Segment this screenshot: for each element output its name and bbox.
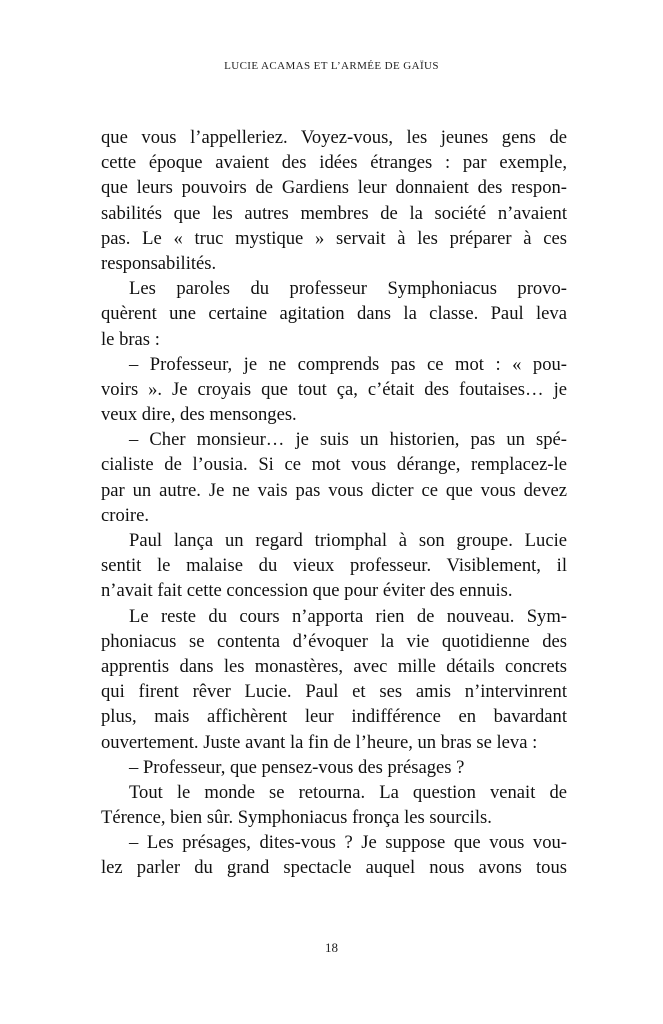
page-number: 18 (325, 940, 338, 955)
text-line: n’avait fait cette concession que pour éviter des ennuis. (101, 580, 513, 602)
text-line: le bras : (101, 328, 160, 350)
text-line: responsabilités. (101, 252, 217, 274)
text-line: sentit le malaise du vieux professeur. Visiblement, il (101, 555, 567, 577)
text-line: quèrent une certaine agitation dans la classe. Paul leva (101, 303, 567, 325)
text-line: voirs ». Je croyais que tout ça, c’était des foutaises… je (101, 378, 567, 400)
running-head: LUCIE ACAMAS ET L’ARMÉE DE GAÏUS (224, 60, 439, 72)
text-line: Tout le monde se retourna. La question venait de (129, 781, 567, 803)
text-line: – Cher monsieur… je suis un historien, pas un spé- (129, 429, 567, 451)
text-line: Paul lança un regard triomphal à son groupe. Lucie (129, 530, 567, 551)
text-line: apprentis dans les monastères, avec mille détails concrets (101, 655, 567, 677)
text-line: que vous l’appelleriez. Voyez-vous, les jeunes gens de (101, 127, 567, 148)
text-line: ouvertement. Juste avant la fin de l’heure, un bras se leva : (101, 731, 538, 753)
text-line: – Professeur, je ne comprends pas ce mot : « pou- (129, 353, 567, 375)
text-line: que leurs pouvoirs de Gardiens leur donnaient des respon- (101, 177, 567, 199)
text-line: sabilités que les autres membres de la société n’avaient (101, 202, 567, 224)
text-line: lez parler du grand spectacle auquel nous avons tous (101, 857, 567, 879)
text-line: veux dire, des mensonges. (101, 404, 297, 426)
body-text (101, 125, 567, 881)
text-line: phoniacus se contenta d’évoquer la vie quotidienne des (101, 630, 567, 652)
text-line: cette époque avaient des idées étranges : par exemple, (101, 152, 567, 174)
text-line: Térence, bien sûr. Symphoniacus fronça les sourcils. (101, 807, 492, 829)
text-line: – Professeur, que pensez-vous des présages ? (129, 756, 465, 778)
text-line: pas. Le « truc mystique » servait à les préparer à ces (101, 227, 567, 249)
text-line: Les paroles du professeur Symphoniacus provo- (129, 278, 567, 300)
text-line: qui firent rêver Lucie. Paul et ses amis n’intervinrent (101, 681, 567, 703)
text-line: plus, mais affichèrent leur indifférence en bavardant (101, 706, 567, 728)
text-line: – Les présages, dites-vous ? Je suppose que vous vou- (129, 832, 567, 854)
text-line: par un autre. Je ne vais pas vous dicter ce que vous devez (101, 479, 567, 501)
text-line: cialiste de l’ousia. Si ce mot vous dérange, remplacez-le (101, 454, 567, 476)
text-line: croire. (101, 504, 150, 526)
text-line: Le reste du cours n’apporta rien de nouveau. Sym- (129, 605, 567, 627)
